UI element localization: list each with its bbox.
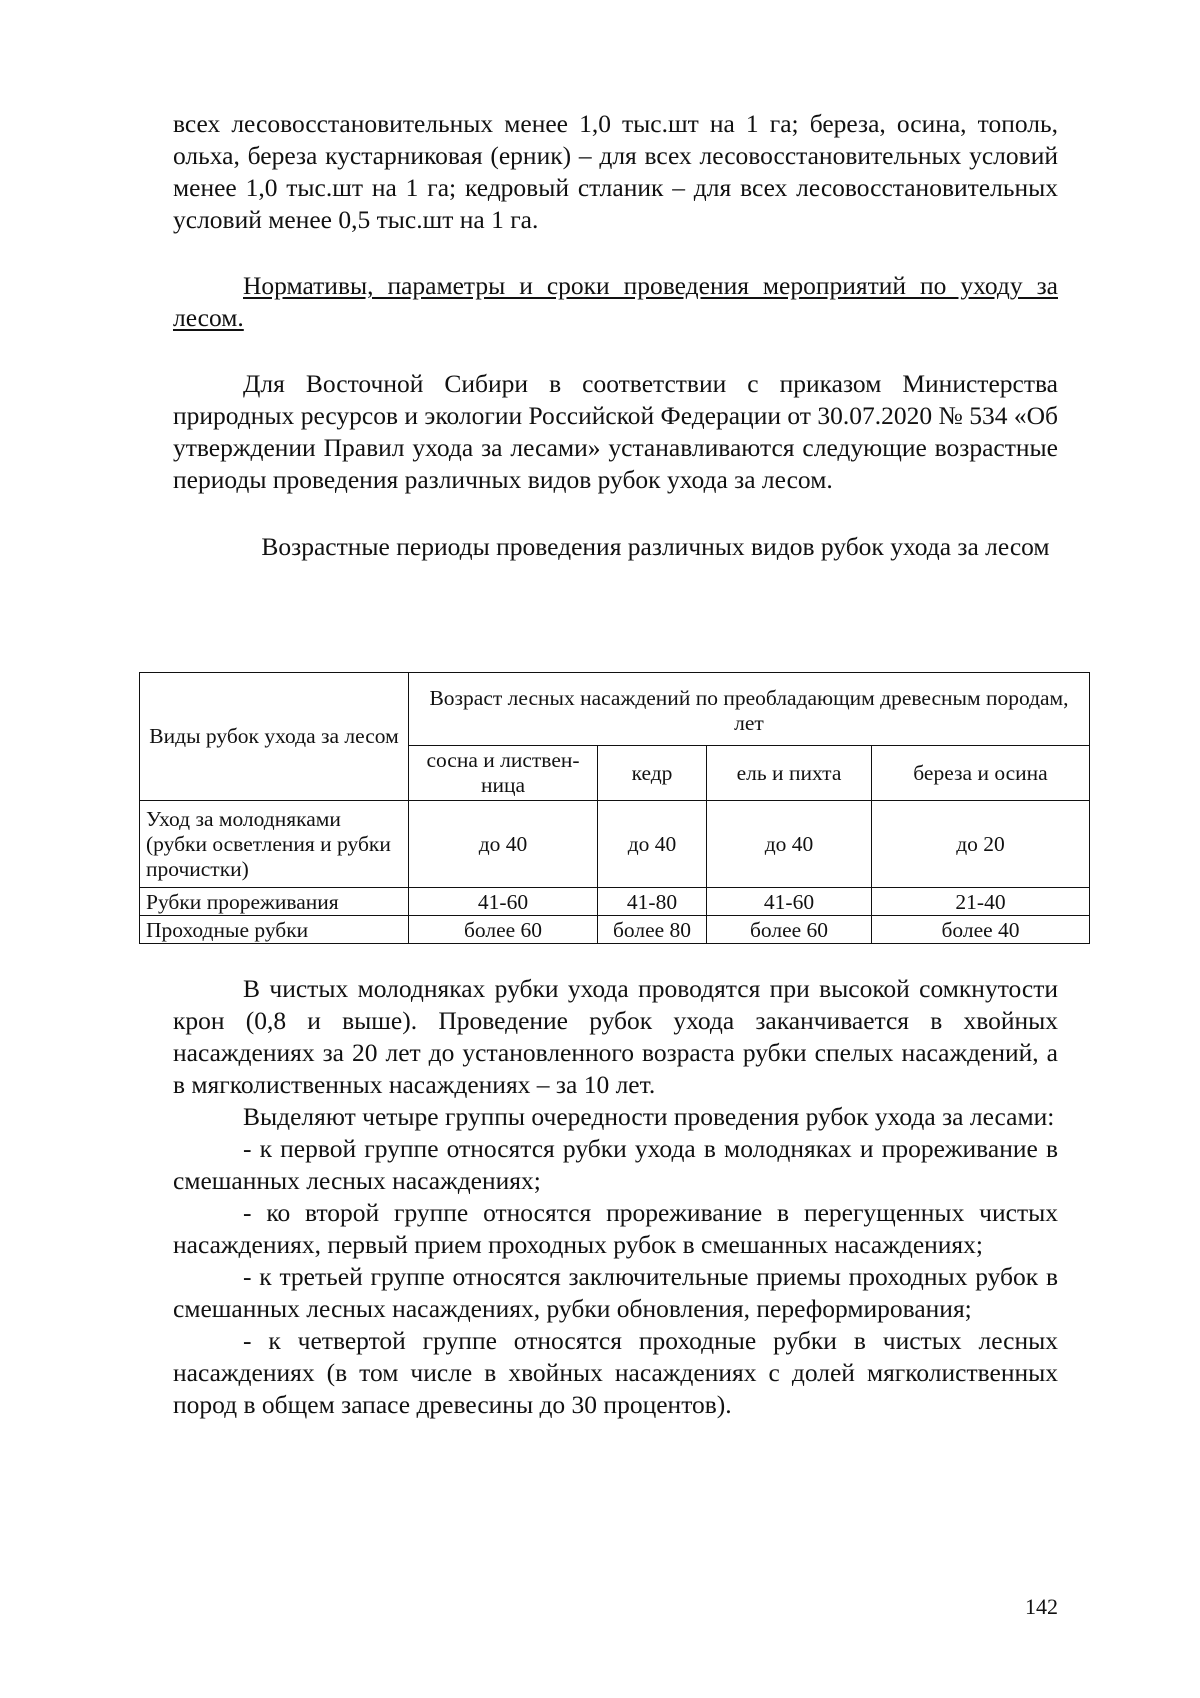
list-item: - к третьей группе относятся заключительные приемы проходных рубок в смешанных лесных насаждениях, рубки обновления, переформирования;	[173, 1262, 1058, 1323]
value-cell: более 40	[872, 916, 1090, 944]
table-row	[140, 801, 1090, 888]
value-cell: более 60	[707, 916, 872, 944]
list-item: - ко второй группе относятся прореживание в перегущенных чистых насаждениях, первый прием проходных рубок в смешанных насаждениях;	[173, 1198, 1058, 1259]
table-row	[140, 888, 1090, 916]
top-text-block	[173, 108, 1058, 562]
row-type-cell: Рубки прореживания	[140, 888, 409, 916]
value-cell: до 40	[409, 801, 598, 888]
list-item: - к четвертой группе относятся проходные рубки в чистых лесных насаждениях (в том числе в хвойных насаждениях с долей мягколиственных пород в общем запасе древесины до 30 процентов).	[173, 1326, 1058, 1419]
row-type-cell: Проходные рубки	[140, 916, 409, 944]
body-paragraph: Выделяют четыре группы очередности проведения рубок ухода за лесами:	[243, 1102, 1055, 1131]
list-item: - к первой группе относятся рубки ухода в молодняках и прореживание в смешанных лесных насаждениях;	[173, 1134, 1058, 1195]
section-heading: Нормативы, параметры и сроки проведения мероприятий по уходу за лесом.	[173, 271, 1058, 332]
value-cell: 41-80	[598, 888, 707, 916]
table-caption: Возрастные периоды проведения различных видов рубок ухода за лесом	[261, 532, 1050, 561]
care-felling-age-table	[139, 672, 1090, 944]
value-cell: до 40	[598, 801, 707, 888]
header-species-pine-larch: сосна и листвен-ница	[409, 746, 598, 801]
value-cell: до 20	[872, 801, 1090, 888]
value-cell: 21-40	[872, 888, 1090, 916]
header-species-cedar: кедр	[598, 746, 707, 801]
value-cell: более 60	[409, 916, 598, 944]
intro-paragraph: Для Восточной Сибири в соответствии с приказом Министерства природных ресурсов и экологии Российской Федерации от 30.07.2020 № 534 «Об утверждении Правил ухода за лесами» устанавливаются следующие возрастные периоды проведения различных видов рубок ухода за лесом.	[173, 369, 1058, 494]
header-felling-type: Виды рубок ухода за лесом	[140, 673, 409, 801]
value-cell: более 80	[598, 916, 707, 944]
value-cell: 41-60	[707, 888, 872, 916]
header-stand-age: Возраст лесных насаждений по преобладающим древесным породам, лет	[409, 673, 1090, 746]
bottom-text-block	[173, 973, 1058, 1421]
row-type-cell: Уход за молодняками (рубки осветления и рубки прочистки)	[140, 801, 409, 888]
value-cell: до 40	[707, 801, 872, 888]
header-species-birch-aspen: береза и осина	[872, 746, 1090, 801]
continuation-paragraph: всех лесовосстановительных менее 1,0 тыс.шт на 1 га; береза, осина, тополь, ольха, береза кустарниковая (ерник) – для всех лесовосстановительных условий менее 1,0 тыс.шт на 1 га; кедровый стланик – для всех лесовосстановительных условий менее 0,5 тыс.шт на 1 га.	[173, 109, 1058, 234]
header-species-spruce-fir: ель и пихта	[707, 746, 872, 801]
value-cell: 41-60	[409, 888, 598, 916]
table-row	[140, 916, 1090, 944]
page-number: 142	[1025, 1594, 1058, 1619]
body-paragraph: В чистых молодняках рубки ухода проводятся при высокой сомкнутости крон (0,8 и выше). Проведение рубок ухода заканчивается в хвойных насаждениях за 20 лет до установленного возраста рубки спелых насаждений, а в мягколиственных насаждениях – за 10 лет.	[173, 974, 1058, 1099]
